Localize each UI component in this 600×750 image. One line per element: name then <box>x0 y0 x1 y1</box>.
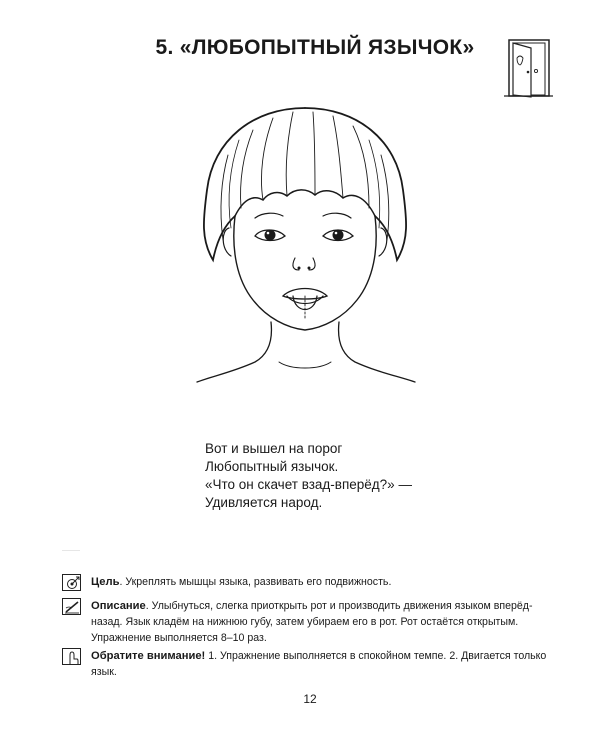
poem-line: Удивляется народ. <box>205 495 323 510</box>
attention-body: 1. Упражнение выполняется в спокойном темпе. 2. Двигается только язык. <box>91 650 547 678</box>
door-icon <box>503 38 555 105</box>
page-number: 12 <box>303 692 317 706</box>
description-section <box>62 598 562 646</box>
poem-line: Любопытный язычок. <box>205 459 339 474</box>
goal-label: Цель <box>91 576 120 588</box>
description-text <box>91 598 562 646</box>
goal-text <box>91 574 562 590</box>
pen-icon <box>62 598 81 615</box>
child-face-illustration <box>183 100 428 390</box>
poem <box>205 440 412 512</box>
attention-text <box>91 648 562 680</box>
attention-label: Обратите внимание! <box>91 650 206 662</box>
attention-section <box>62 648 562 680</box>
description-label: Описание <box>91 600 146 612</box>
goal-body: . Укреплять мышцы языка, развивать его подвижность. <box>119 576 392 588</box>
target-icon <box>62 574 81 591</box>
poem-line: «Что он скачет взад-вперёд?» — <box>205 477 412 492</box>
description-body: . Улыбнуться, слегка приоткрыть рот и производить движения языком вперёд-назад. Язык кладём на нижнюю губу, затем убираем его в рот. Рот остаётся открытым. Упражнение выполняется 8–10 раз. <box>91 600 533 644</box>
faint-mark <box>62 550 80 551</box>
poem-line: Вот и вышел на порог <box>205 441 343 456</box>
goal-section <box>62 574 562 590</box>
page-title: 5. «ЛЮБОПЫТНЫЙ ЯЗЫЧОК» <box>155 36 475 59</box>
hand-icon <box>62 648 81 665</box>
